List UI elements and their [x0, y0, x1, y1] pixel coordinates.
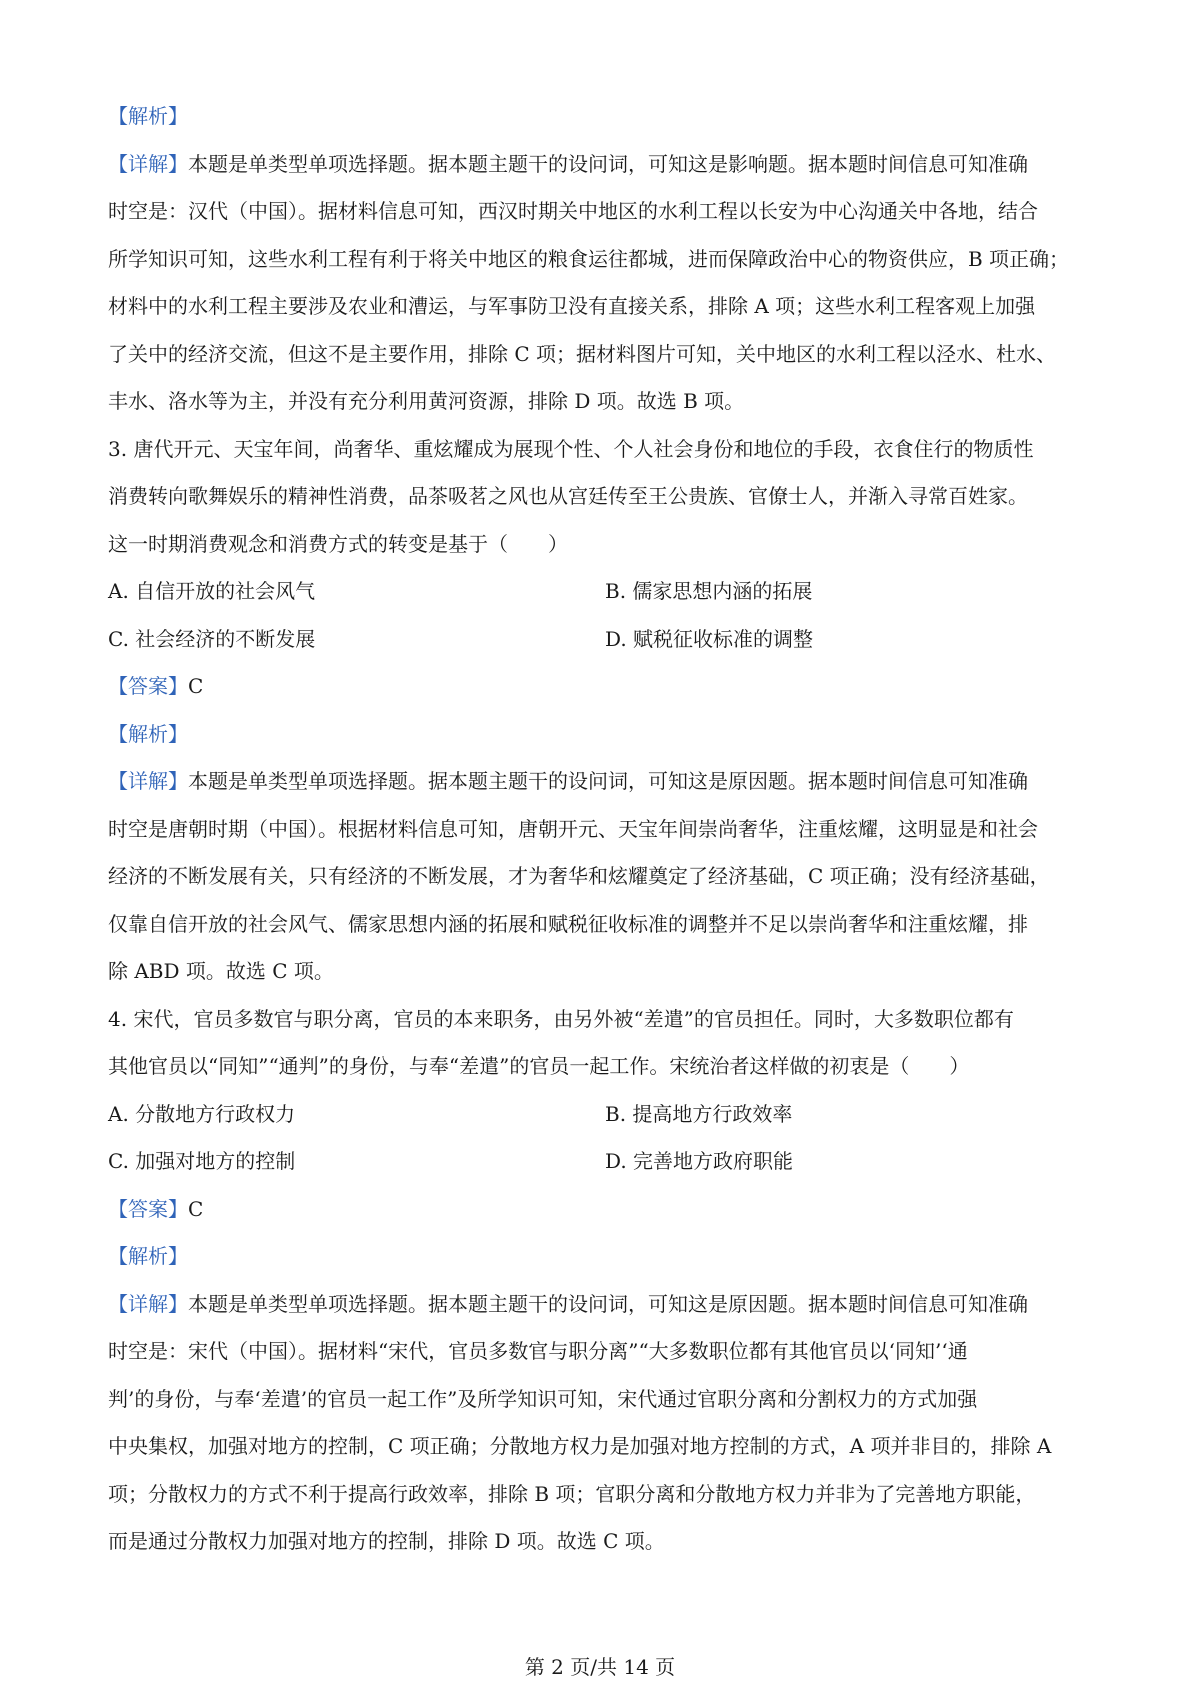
detail-line: 材料中的水利工程主要涉及农业和漕运，与军事防卫没有直接关系，排除 A 项；这些水利工程客观上加强	[108, 294, 1036, 318]
answer-tag: 【答案】	[108, 1196, 188, 1221]
analysis-heading	[108, 93, 1106, 141]
detail-line: 项；分散权力的方式不利于提高行政效率，排除 B 项；官职分离和分散地方权力并非为了完善地方职能，	[108, 1481, 1036, 1506]
detail-line: 了关中的经济交流，但这不是主要作用，排除 C 项；据材料图片可知，关中地区的水利工程以泾水、杜水、	[108, 341, 1057, 366]
detail-line: 经济的不断发展有关，只有经济的不断发展，才为奢华和炫耀奠定了经济基础，C 项正确；没有经济基础，	[108, 864, 1050, 888]
option-a: A. 自信开放的社会风气	[108, 579, 316, 603]
question-3-stem: 3. 唐代开元、天宝年间，尚奢华、重炫耀成为展现个性、个人社会身份和地位的手段，衣食住行的物质性	[108, 436, 1034, 461]
answer-value: C	[188, 674, 204, 698]
option-c: C. 加强对地方的控制	[108, 1149, 296, 1173]
answer-value: C	[188, 1196, 204, 1221]
question-3-options-row	[108, 568, 1106, 616]
detail-line: 所学知识可知，这些水利工程有利于将关中地区的粮食运往都城，进而保障政治中心的物资供应，B 项正确；	[108, 246, 1070, 271]
question-3-stem: 消费转向歌舞娱乐的精神性消费，品茶吸茗之风也从宫廷传至王公贵族、官僚士人，并渐入寻常百姓家。	[108, 484, 1028, 508]
answer-line	[108, 663, 1106, 711]
question-4-options-row	[108, 1138, 1106, 1186]
option-d: D. 赋税征收标准的调整	[605, 626, 814, 651]
question-4-stem: 其他官员以“同知”“通判”的身份，与奉“差遣”的官员一起工作。宋统治者这样做的初衷是（ ）	[108, 1054, 970, 1078]
detail-line	[108, 758, 1106, 806]
detail-line	[108, 1281, 1106, 1329]
detail-tag: 【详解】	[108, 1291, 188, 1316]
detail-line	[108, 141, 1106, 189]
option-d: D. 完善地方政府职能	[605, 1149, 794, 1173]
option-a: A. 分散地方行政权力	[108, 1101, 296, 1126]
detail-line: 时空是：汉代（中国）。据材料信息可知，西汉时期关中地区的水利工程以长安为中心沟通关中各地，结合	[108, 199, 1038, 223]
analysis-heading	[108, 1233, 1106, 1281]
question-3-options-row	[108, 616, 1106, 664]
detail-tag: 【详解】	[108, 151, 188, 176]
detail-text: 本题是单类型单项选择题。据本题主题干的设问词，可知这是影响题。据本题时间信息可知准确	[188, 151, 1028, 176]
detail-line: 时空是唐朝时期（中国）。根据材料信息可知，唐朝开元、天宝年间崇尚奢华，注重炫耀，这明显是和社会	[108, 816, 1038, 841]
analysis-tag: 【解析】	[108, 721, 188, 746]
detail-line: 丰水、洛水等为主，并没有充分利用黄河资源，排除 D 项。故选 B 项。	[108, 389, 745, 413]
option-c: C. 社会经济的不断发展	[108, 626, 316, 651]
detail-line: 时空是：宋代（中国）。据材料“宋代，官员多数官与职分离”“大多数职位都有其他官员以‘同知’‘通	[108, 1339, 968, 1363]
detail-line: 除 ABD 项。故选 C 项。	[108, 959, 334, 983]
question-4-options-row	[108, 1091, 1106, 1139]
question-3-stem: 这一时期消费观念和消费方式的转变是基于（ ）	[108, 531, 568, 556]
detail-text: 本题是单类型单项选择题。据本题主题干的设问词，可知这是原因题。据本题时间信息可知准确	[188, 1291, 1028, 1316]
option-b: B. 提高地方行政效率	[605, 1101, 793, 1126]
page-content	[108, 93, 1106, 1566]
detail-line: 而是通过分散权力加强对地方的控制，排除 D 项。故选 C 项。	[108, 1529, 665, 1553]
analysis-heading	[108, 711, 1106, 759]
detail-line: 仅靠自信开放的社会风气、儒家思想内涵的拓展和赋税征收标准的调整并不足以崇尚奢华和注重炫耀，排	[108, 911, 1028, 936]
question-4-stem: 4. 宋代，官员多数官与职分离，官员的本来职务，由另外被“差遣”的官员担任。同时，大多数职位都有	[108, 1006, 1014, 1031]
analysis-tag: 【解析】	[108, 1244, 188, 1268]
answer-tag: 【答案】	[108, 674, 188, 698]
detail-tag: 【详解】	[108, 769, 188, 793]
analysis-tag: 【解析】	[108, 104, 188, 128]
option-b: B. 儒家思想内涵的拓展	[605, 579, 813, 603]
detail-line: 中央集权，加强对地方的控制，C 项正确；分散地方权力是加强对地方控制的方式，A 项并非目的，排除 A	[108, 1434, 1052, 1458]
detail-line: 判’的身份，与奉‘差遣’的官员一起工作”及所学知识可知，宋代通过官职分离和分割权力的方式加强	[108, 1386, 978, 1411]
detail-text: 本题是单类型单项选择题。据本题主题干的设问词，可知这是原因题。据本题时间信息可知准确	[188, 769, 1028, 793]
page-number: 第 2 页/共 14 页	[524, 1655, 676, 1679]
answer-line	[108, 1186, 1106, 1234]
